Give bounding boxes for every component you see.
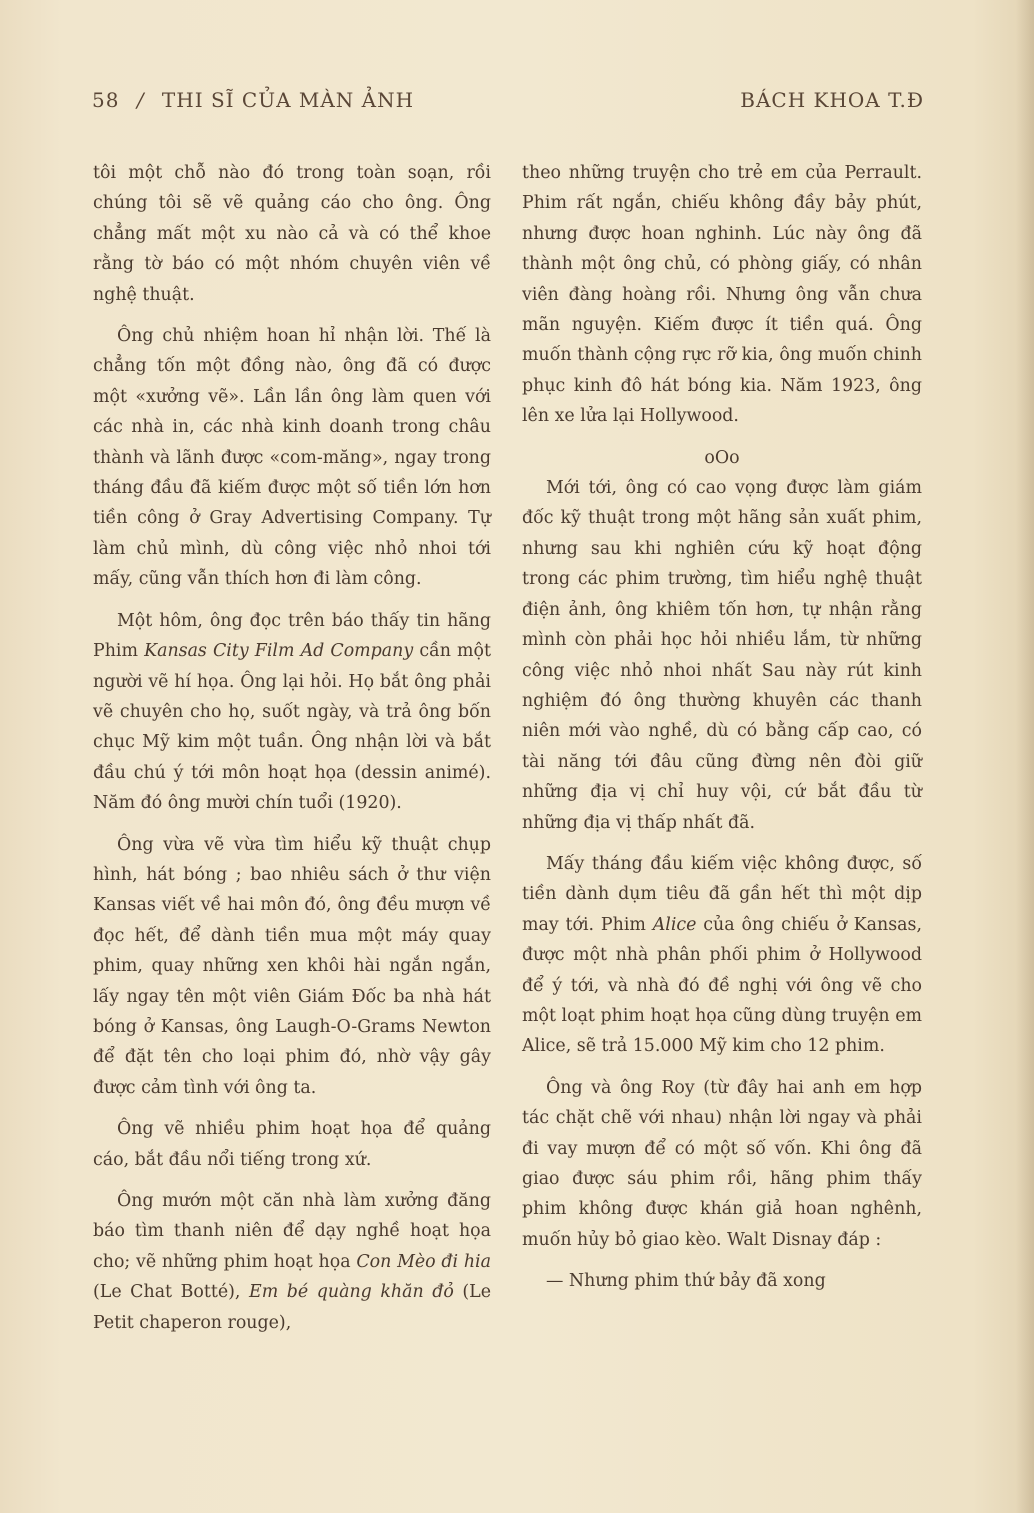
right-column bbox=[522, 158, 922, 1308]
article-title: THI SĨ CỦA MÀN ẢNH bbox=[161, 88, 415, 112]
italic-title: Kansas City Film Ad Company bbox=[144, 641, 414, 662]
italic-title: Con Mèo đi hia bbox=[356, 1251, 491, 1272]
paragraph: Một hôm, ông đọc trên báo thấy tin hãng Phim Kansas City Film Ad Company cần một người vẽ hí họa. Ông lại hỏi. Họ bắt ông phải vẽ chuyên cho họ, suốt ngày, và trả ông bốn chục Mỹ kim một tuần. Ông nhận lời và bắt đầu chú ý tới môn hoạt họa (dessin animé). Năm đó ông mười chín tuổi (1920). bbox=[93, 610, 491, 814]
paragraph: theo những truyện cho trẻ em của Perrault. Phim rất ngắn, chiếu không đầy bảy phút, nhưng được hoan nghinh. Lúc này ông đã thành một ông chủ, có phòng giấy, có nhân viên đàng hoàng rồi. Nhưng ông vẫn chưa mãn nguyện. Kiếm được ít tiền quá. Ông muốn thành cộng rực rỡ kia, ông muốn chinh phục kinh đô hát bóng kia. Năm 1923, ông lên xe lửa lại Hollywood. bbox=[522, 163, 922, 427]
paragraph: Ông mướn một căn nhà làm xưởng đăng báo tìm thanh niên để dạy nghề hoạt họa cho; vẽ những phim hoạt họa Con Mèo đi hia (Le Chat Botté), Em bé quàng khăn đỏ (Le Petit chaperon rouge), bbox=[93, 1191, 492, 1333]
paragraph: Mới tới, ông có cao vọng được làm giám đốc kỹ thuật trong một hãng sản xuất phim, nhưng sau khi nghiên cứu kỹ hoạt động trong các phim trường, tìm hiểu nghệ thuật điện ảnh, ông khiêm tốn hơn, tự nhận rằng mình còn phải học hỏi nhiều lắm, từ những công việc nhỏ nhoi nhất Sau này rút kinh nghiệm đó ông thường khuyên các thanh niên mới vào nghề, dù có bằng cấp cao, có tài năng tới đâu cũng đừng nên đòi giữ những địa vị chỉ huy vội, cứ bắt đầu từ những địa vị thấp nhất đã. bbox=[522, 478, 922, 833]
paragraph: Mấy tháng đầu kiếm việc không được, số tiền dành dụm tiêu đã gần hết thì một dịp may tới. Phim Alice của ông chiếu ở Kansas, được một nhà phân phối phim ở Hollywood để ý tới, và nhà đó đề nghị với ông vẽ cho một loạt phim hoạt họa cũng dùng truyện em Alice, sẽ trả 15.000 Mỹ kim cho 12 phim. bbox=[522, 853, 922, 1057]
paragraph: Ông và ông Roy (từ đây hai anh em hợp tác chặt chẽ với nhau) nhận lời ngay và phải đi vay mượn để có một số vốn. Khi ông đã giao được sáu phim rồi, hãng phim thấy phim không được khán giả hoan nghênh, muốn hủy bỏ giao kèo. Walt Disnay đáp : bbox=[522, 1077, 922, 1250]
italic-title: Em bé quàng khăn đỏ bbox=[249, 1282, 454, 1303]
paragraph: tôi một chỗ nào đó trong toàn soạn, rồi chúng tôi sẽ vẽ quảng cáo cho ông. Ông chẳng mất một xu nào cả và có thể khoe rằng tờ báo có một nhóm chuyên viên về nghệ thuật. bbox=[93, 163, 491, 305]
left-column bbox=[93, 158, 491, 1349]
header-separator: / bbox=[136, 88, 145, 112]
page-number: 58 bbox=[92, 88, 120, 112]
paragraph: Ông vừa vẽ vừa tìm hiểu kỹ thuật chụp hình, hát bóng ; bao nhiêu sách ở thư viện Kansas viết về hai môn đó, ông đều mượn về đọc hết, để dành tiền mua một máy quay phim, quay những xen khôi hài ngắn ngắn, lấy ngay tên một viên Giám Đốc ba nhà hát bóng ở Kansas, ông Laugh-O-Grams Newton để đặt tên cho loại phim đó, nhờ vậy gây được cảm tình với ông ta. bbox=[93, 834, 491, 1098]
page-edge-shadow bbox=[1016, 0, 1034, 1513]
paragraph: Ông chủ nhiệm hoan hỉ nhận lời. Thế là chẳng tốn một đồng nào, ông đã có được một «xưởng vẽ». Lần lần ông làm quen với các nhà in, các nhà kinh doanh trong châu thành và lãnh được «com-măng», ngay trong tháng đầu đã kiếm được một số tiền lớn hơn tiền công ở Gray Advertising Company. Tự làm chủ mình, dù công việc nhỏ nhoi tới mấy, cũng vẫn thích hơn đi làm công. bbox=[93, 326, 491, 590]
section-divider: oOo bbox=[704, 447, 740, 468]
italic-title: Alice bbox=[652, 914, 697, 935]
paragraph: — Nhưng phim thứ bảy đã xong bbox=[546, 1271, 826, 1292]
page-header bbox=[92, 88, 924, 124]
header-left bbox=[92, 88, 414, 112]
magazine-name: BÁCH KHOA T.Đ bbox=[740, 88, 924, 112]
paragraph: Ông vẽ nhiều phim hoạt họa để quảng cáo, bắt đầu nổi tiếng trong xứ. bbox=[93, 1119, 491, 1170]
